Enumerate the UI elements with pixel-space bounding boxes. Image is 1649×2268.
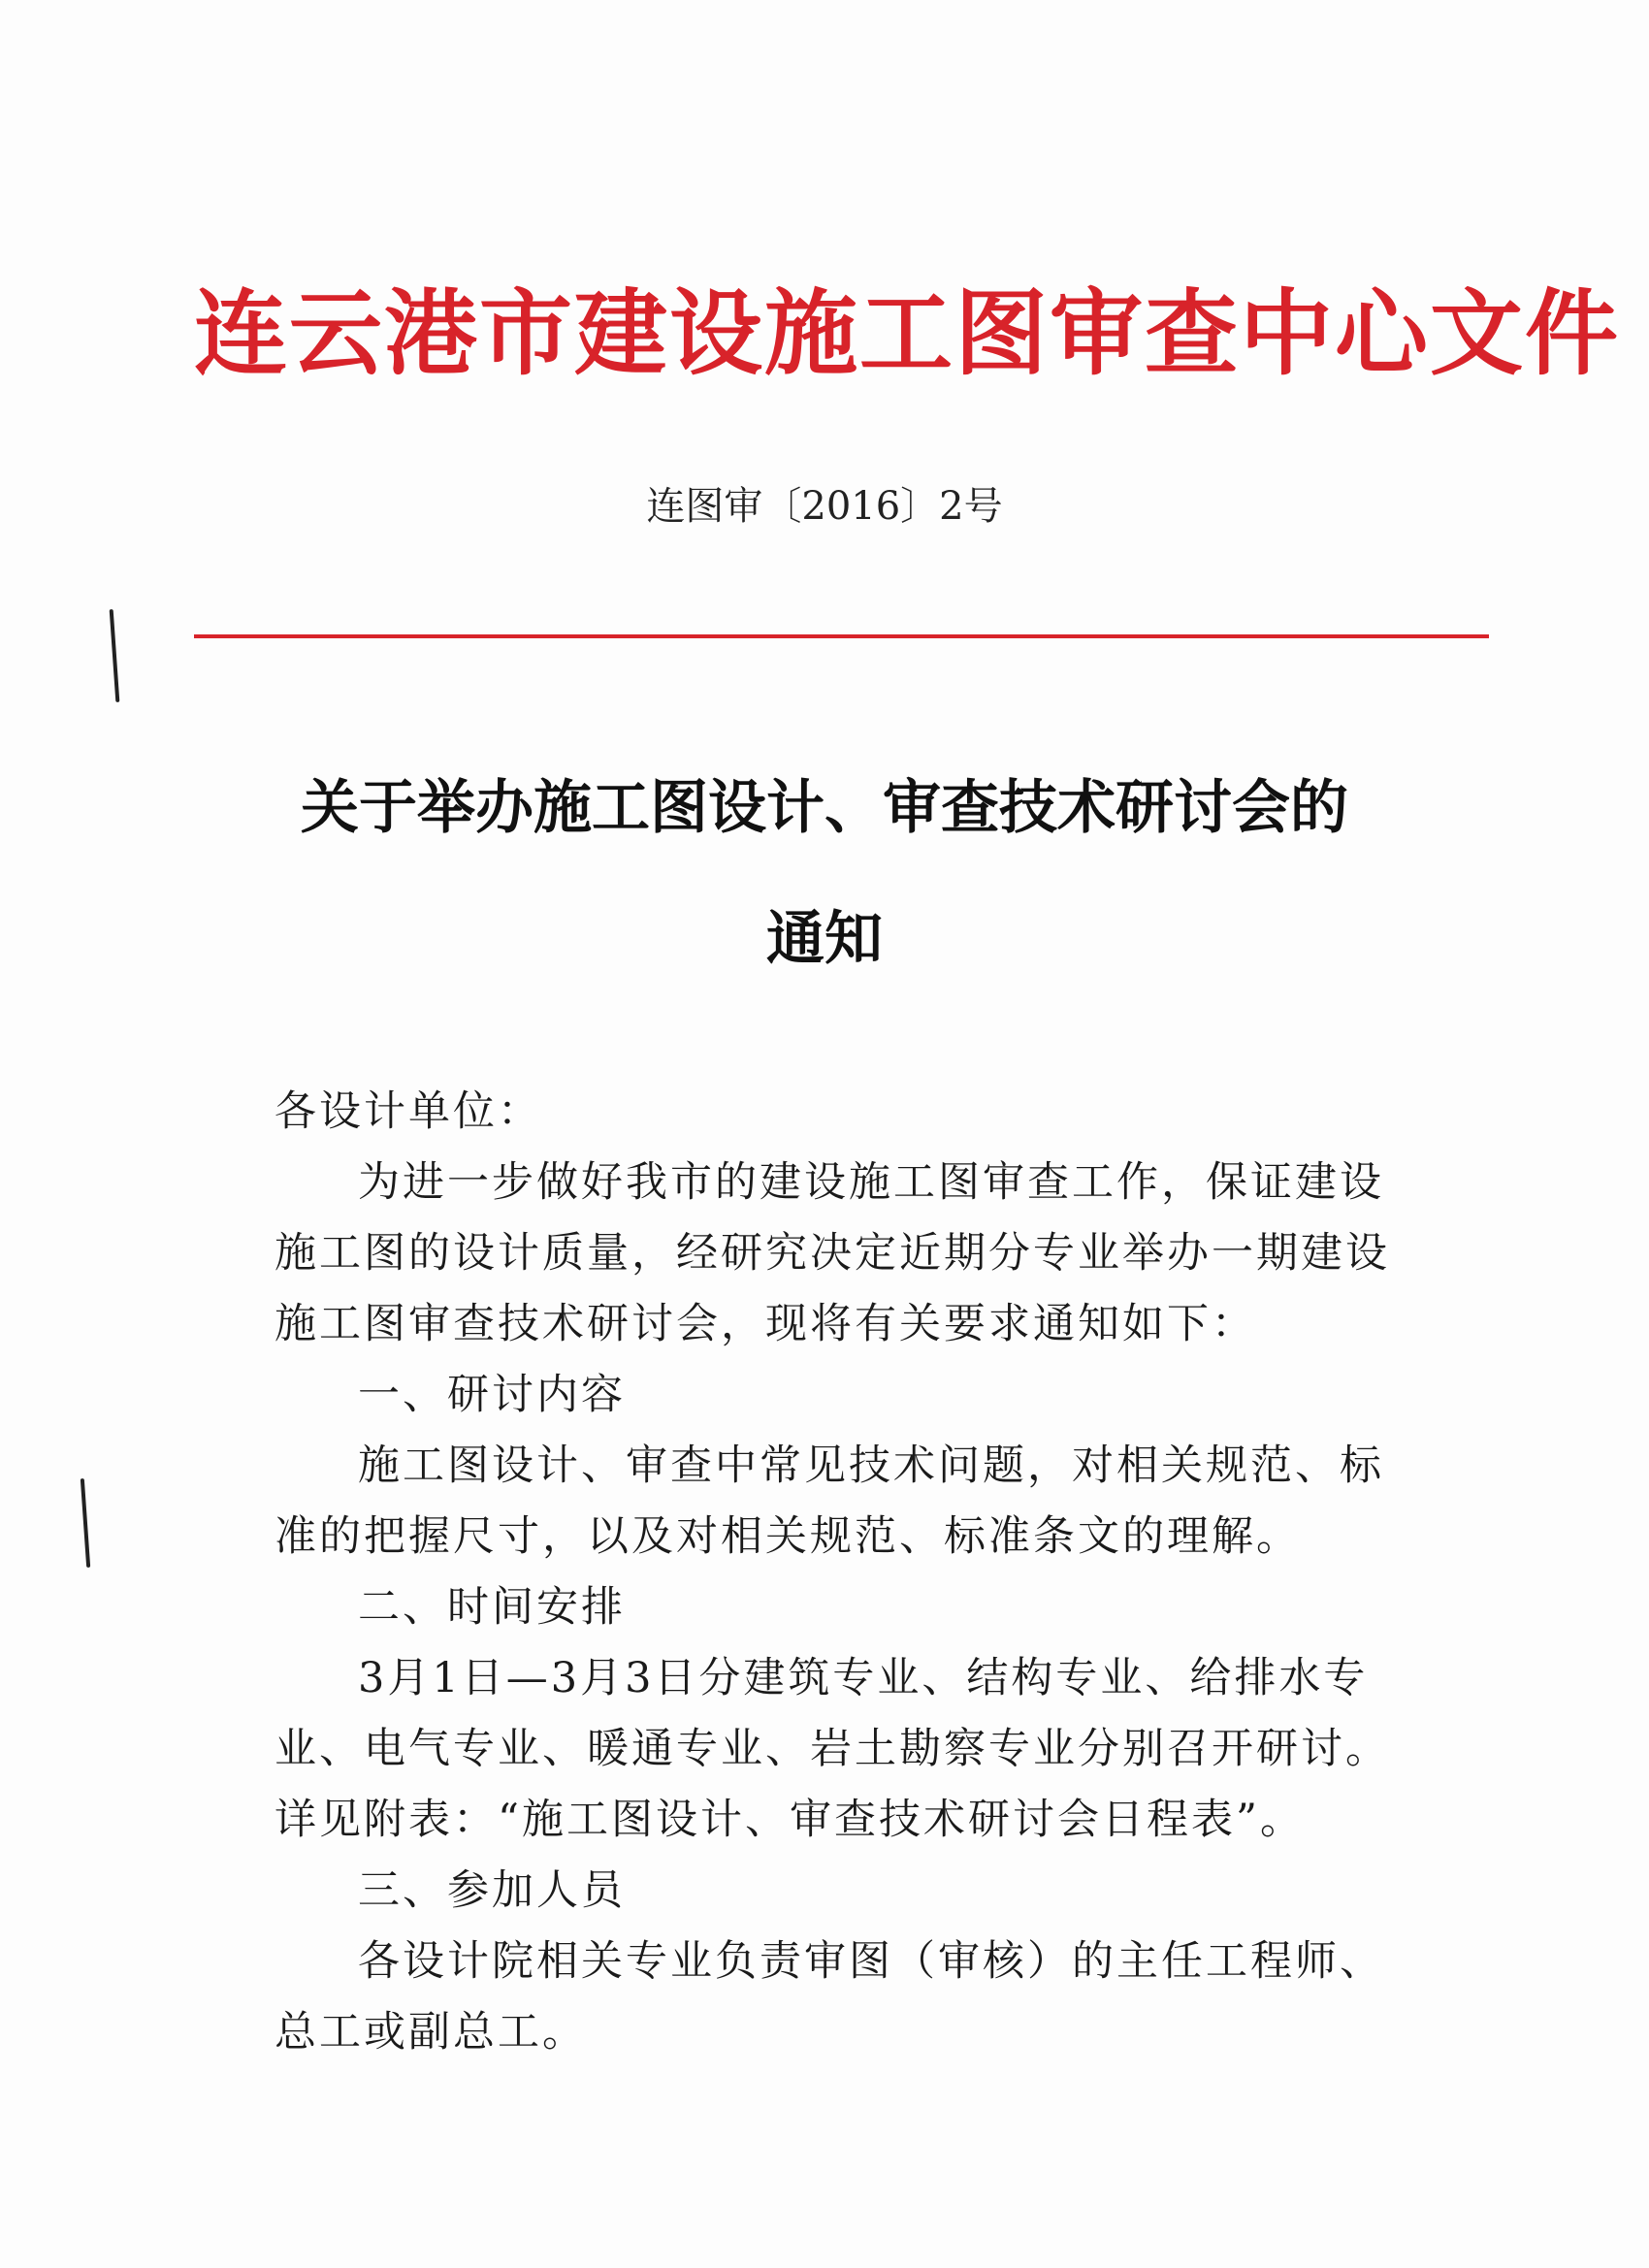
- section-2-heading: 二、时间安排: [358, 1583, 626, 1632]
- salutation: 各设计单位：: [275, 1087, 542, 1136]
- document-body: [275, 1077, 1400, 2068]
- document-header-title: 连云港市建设施工图审查中心文件: [194, 279, 1620, 388]
- binding-hole-mark-bottom: [81, 1478, 90, 1568]
- notice-title-line-1: 关于举办施工图设计、审查技术研讨会的: [301, 774, 1348, 842]
- document-number: 连图审〔2016〕2号: [646, 484, 1003, 529]
- section-1-heading: 一、研讨内容: [358, 1371, 626, 1419]
- section-3-paragraph: 各设计院相关专业负责审图（审核）的主任工程师、总工或副总工。: [275, 1937, 1384, 2057]
- section-2-paragraph: 3月1日—3月3日分建筑专业、结构专业、给排水专业、电气专业、暖通专业、岩土勘察专业分别召开研讨。详见附表：“施工图设计、审查技术研讨会日程表”。: [275, 1654, 1390, 1844]
- intro-paragraph: 为进一步做好我市的建设施工图审查工作，保证建设施工图的设计质量，经研究决定近期分专业举办一期建设施工图审查技术研讨会，现将有关要求通知如下：: [275, 1158, 1390, 1348]
- section-3-heading: 三、参加人员: [358, 1866, 626, 1915]
- red-divider-rule: [194, 634, 1489, 638]
- section-1-paragraph: 施工图设计、审查中常见技术问题，对相关规范、标准的把握尺寸，以及对相关规范、标准条文的理解。: [275, 1442, 1384, 1561]
- binding-hole-mark-top: [110, 609, 120, 702]
- notice-title-line-2: 通知: [766, 905, 883, 973]
